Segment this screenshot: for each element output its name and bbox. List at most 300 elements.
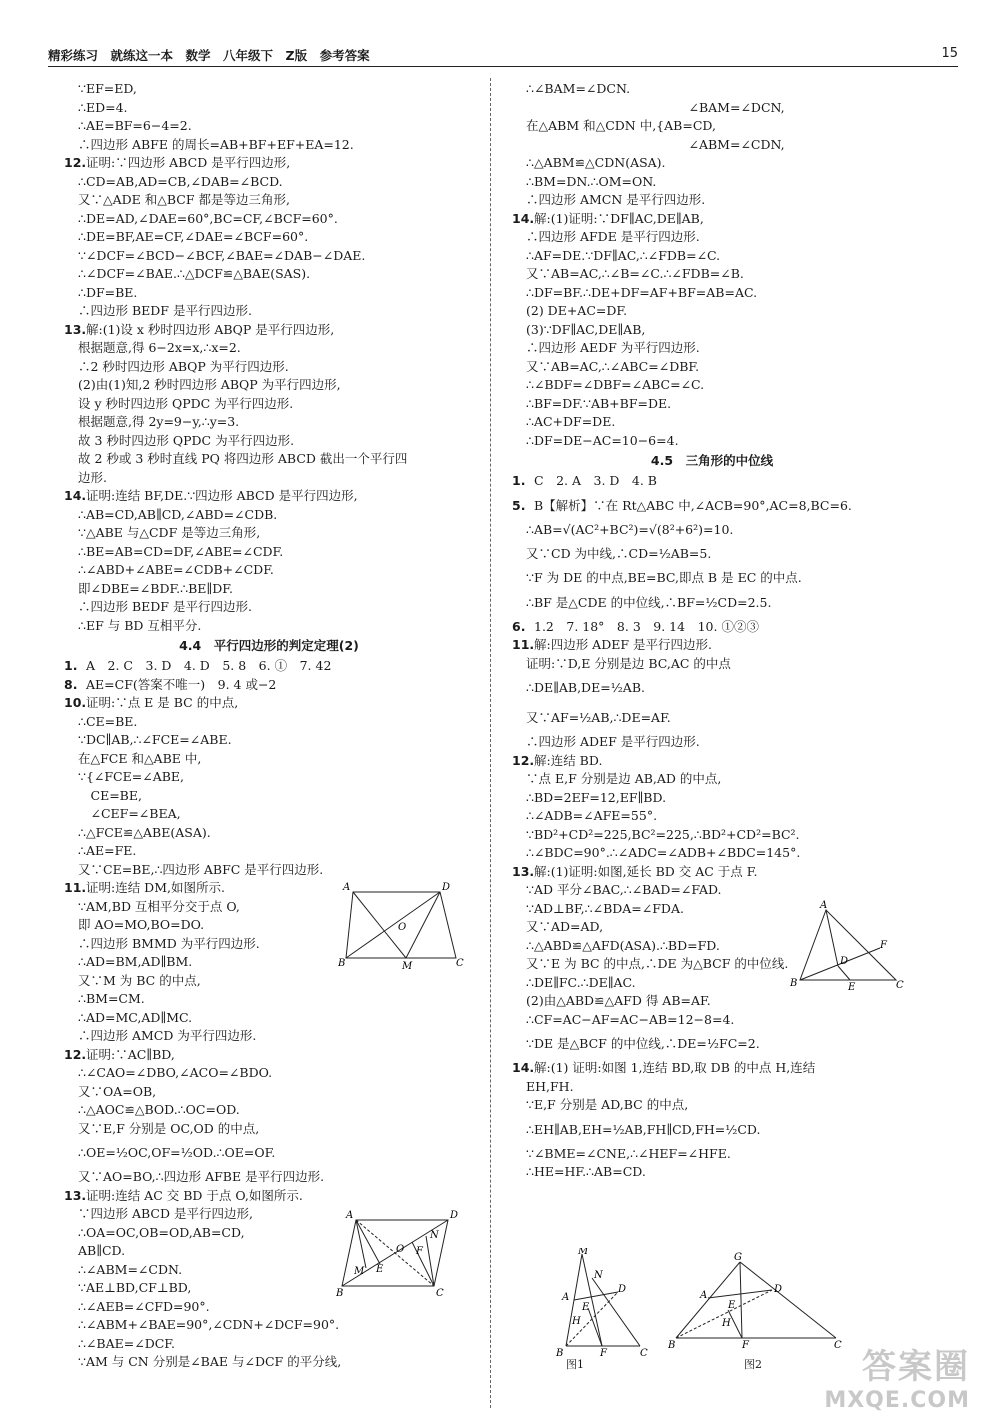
fig13-label: B bbox=[336, 1288, 344, 1298]
answer-text: B【解析】∵在 Rt△ABC 中,∠ACB=90°,AC=8,BC=6. bbox=[534, 497, 852, 513]
answer-text: ∴四边形 AFDE 是平行四边形. bbox=[526, 229, 700, 244]
answer-text: 又∵AO=BO,∴四边形 AFBE 是平行四边形. bbox=[78, 1169, 325, 1184]
answer-text: ∠BAM=∠DCN, bbox=[526, 99, 785, 115]
answer-text: ∴∠BDC=90°.∴∠ADC=∠ADB+∠BDC=145°. bbox=[526, 845, 801, 860]
fig2-label: C bbox=[834, 1340, 842, 1350]
answer-text: EH,FH. bbox=[526, 1078, 574, 1094]
answer-text: (2) DE+AC=DF. bbox=[526, 303, 628, 318]
answer-line bbox=[512, 210, 912, 229]
answer-line bbox=[512, 376, 912, 395]
header-title: 精彩练习 就练这一本 数学 八年级下 Z版 参考答案 bbox=[48, 48, 370, 63]
answer-line bbox=[64, 339, 474, 358]
fig-r13-label: C bbox=[896, 980, 904, 990]
answer-text: ∴2 秒时四边形 ABQP 为平行四边形. bbox=[78, 358, 289, 374]
answer-line bbox=[512, 321, 912, 340]
question-number: 10. bbox=[64, 695, 87, 710]
answer-text: ∴四边形 AMCN 是平行四边形. bbox=[526, 192, 706, 207]
answer-line bbox=[64, 617, 474, 636]
fig11-label: B bbox=[338, 958, 346, 969]
answer-text: ∵∠BME=∠CNE,∴∠HEF=∠HFE. bbox=[526, 1145, 731, 1161]
answer-line bbox=[64, 302, 474, 321]
question-number: 12. bbox=[64, 1046, 87, 1062]
answer-line bbox=[512, 117, 912, 136]
fig13-label: D bbox=[450, 1210, 459, 1221]
answer-text: 解:连结 BD. bbox=[534, 752, 603, 768]
page-header bbox=[48, 44, 958, 67]
answer-line bbox=[64, 713, 474, 732]
answer-text: 解:(1)设 x 秒时四边形 ABQP 是平行四边形, bbox=[86, 321, 335, 337]
answer-text: ∴∠AEB=∠CFD=90°. bbox=[78, 1298, 210, 1314]
answer-text: ∴四边形 BEDF 是平行四边形. bbox=[78, 599, 252, 614]
answer-text: 证明:连结 DM,如图所示. bbox=[86, 880, 225, 895]
answer-text: 在△ABM 和△CDN 中,{AB=CD, bbox=[526, 118, 716, 133]
answer-text: ∴△FCE≌△ABE(ASA). bbox=[78, 824, 211, 840]
question-number: 13. bbox=[512, 863, 535, 879]
answer-text: ∵点 E,F 分别是边 AB,AD 的中点, bbox=[526, 771, 722, 786]
answer-line bbox=[64, 487, 474, 506]
answer-text: ∴DF=DE−AC=10−6=4. bbox=[526, 432, 679, 448]
answer-text: ∵DC∥AB,∴∠FCE=∠ABE. bbox=[78, 732, 232, 747]
answer-line bbox=[64, 990, 474, 1009]
answer-line bbox=[64, 1168, 474, 1187]
answer-text: 证明:∵四边形 ABCD 是平行四边形, bbox=[86, 155, 291, 170]
fig2-label: A bbox=[700, 1290, 708, 1301]
answer-line bbox=[64, 247, 474, 266]
answer-text: 又∵M 为 BC 的中点, bbox=[78, 972, 201, 988]
fig11-label: O bbox=[398, 922, 407, 933]
column-divider bbox=[490, 78, 491, 1408]
answer-text: 又∵E 为 BC 的中点,∴DE 为△BCF 的中位线. bbox=[526, 956, 789, 971]
answer-line bbox=[512, 1011, 912, 1030]
question-number: 8. bbox=[64, 676, 78, 692]
answer-line bbox=[64, 154, 474, 173]
answer-text: ∴EF 与 BD 互相平分. bbox=[78, 617, 202, 633]
answer-text: ∴AE=BF=6−4=2. bbox=[78, 118, 192, 133]
fig1-label: D bbox=[618, 1284, 627, 1295]
answer-line bbox=[64, 450, 474, 469]
answer-text: 证明:∵D,E 分别是边 BC,AC 的中点 bbox=[526, 655, 731, 671]
answer-text: 根据题意,得 6−2x=x,∴x=2. bbox=[78, 340, 241, 355]
answer-line bbox=[64, 861, 474, 880]
answer-text: ∵F 为 DE 的中点,BE=BC,即点 B 是 EC 的中点. bbox=[526, 570, 802, 585]
answer-line bbox=[64, 1046, 474, 1065]
answer-line bbox=[64, 506, 474, 525]
answer-line bbox=[512, 154, 912, 173]
answer-line bbox=[64, 676, 474, 695]
answer-text: ∴四边形 AEDF 为平行四边形. bbox=[526, 340, 700, 355]
question-number: 12. bbox=[512, 752, 535, 768]
answer-line bbox=[512, 395, 912, 414]
answer-text: 1.2 7. 18° 8. 3 9. 14 10. ①②③ bbox=[534, 618, 759, 634]
answer-line bbox=[512, 432, 912, 451]
answer-text: ∵BD²+CD²=225,BC²=225,∴BD²+CD²=BC². bbox=[526, 826, 800, 842]
answer-text: 即 AO=MO,BO=DO. bbox=[78, 917, 205, 932]
answer-line bbox=[512, 703, 912, 733]
answer-line bbox=[512, 733, 912, 752]
question-number: 1. bbox=[512, 473, 526, 488]
fig13-label: M bbox=[354, 1266, 365, 1277]
answer-text: ∴AD=BM,AD∥BM. bbox=[78, 954, 193, 969]
fig1-label: A bbox=[562, 1292, 570, 1303]
answer-text: 又∵AB=AC,∴∠ABC=∠DBF. bbox=[526, 358, 700, 374]
answer-text: 边形. bbox=[78, 469, 107, 485]
answer-text: 又∵△ADE 和△BCF 都是等边三角形, bbox=[78, 192, 290, 207]
answer-line bbox=[64, 395, 474, 414]
answer-line bbox=[64, 731, 474, 750]
answer-line bbox=[64, 750, 474, 769]
answer-text: 证明:连结 BF,DE.∵四边形 ABCD 是平行四边形, bbox=[86, 488, 358, 503]
answer-line bbox=[512, 844, 912, 863]
answer-text: ∴∠DCF=∠BAE.∴△DCF≌△BAE(SAS). bbox=[78, 266, 311, 281]
left-column bbox=[64, 80, 474, 1372]
answer-line bbox=[512, 339, 912, 358]
answer-line bbox=[64, 358, 474, 377]
fig-r13-label: B bbox=[790, 978, 798, 989]
answer-line bbox=[64, 136, 474, 155]
answer-line bbox=[512, 1145, 912, 1164]
answer-line bbox=[512, 228, 912, 247]
answer-text: 证明:∵AC∥BD, bbox=[86, 1046, 175, 1062]
answer-line bbox=[512, 491, 912, 521]
figure-parallelogram-amcn bbox=[336, 1208, 466, 1298]
answer-line bbox=[64, 432, 474, 451]
fig-r13-label: A bbox=[820, 900, 828, 911]
fig2-label: F bbox=[742, 1340, 749, 1350]
answer-text: 又∵CD 为中线,∴CD=½AB=5. bbox=[526, 546, 712, 561]
answer-line bbox=[64, 524, 474, 543]
fig1-label: E bbox=[582, 1302, 590, 1313]
fig13-label: E bbox=[376, 1264, 384, 1275]
answer-text: 又∵CE=BE,∴四边形 ABFC 是平行四边形. bbox=[78, 861, 324, 877]
figure-parallelogram-amcd bbox=[338, 880, 468, 970]
fig1-label: H bbox=[572, 1316, 581, 1327]
answer-line bbox=[512, 1115, 912, 1145]
answer-text: ∴∠ADB=∠AFE=55°. bbox=[526, 808, 658, 823]
answer-text: ∴HE=HF.∴AB=CD. bbox=[526, 1164, 646, 1179]
answer-line bbox=[64, 1101, 474, 1120]
answer-line bbox=[64, 321, 474, 340]
answer-text: ∴DE=BF,AE=CF,∠DAE=∠BCF=60°. bbox=[78, 229, 309, 244]
answer-line bbox=[512, 247, 912, 266]
answer-text: 故 2 秒或 3 秒时直线 PQ 将四边形 ABCD 截出一个平行四 bbox=[78, 451, 408, 466]
fig1-label: C bbox=[640, 1348, 648, 1358]
answer-text: 根据题意,得 2y=9−y,∴y=3. bbox=[78, 414, 240, 429]
answer-line bbox=[64, 413, 474, 432]
answer-text: 解:四边形 ADEF 是平行四边形. bbox=[534, 637, 712, 652]
answer-text: C 2. A 3. D 4. B bbox=[534, 473, 657, 488]
answer-line bbox=[512, 1163, 912, 1182]
answer-text: ∴OA=OC,OB=OD,AB=CD, bbox=[78, 1224, 245, 1240]
question-number: 14. bbox=[512, 210, 535, 226]
answer-line bbox=[512, 636, 912, 655]
answer-line bbox=[512, 1078, 912, 1097]
answer-line bbox=[64, 1120, 474, 1139]
fig2-label: H bbox=[722, 1318, 731, 1329]
answer-text: ∴∠CAO=∠DBO,∠ACO=∠BDO. bbox=[78, 1065, 273, 1080]
answer-text: 解:(1)证明:∵DF∥AC,DE∥AB, bbox=[534, 210, 704, 226]
answer-line bbox=[64, 1353, 474, 1372]
answer-text: ∵E,F 分别是 AD,BC 的中点, bbox=[526, 1097, 689, 1112]
answer-line bbox=[64, 805, 474, 824]
answer-text: ∴四边形 AMCD 为平行四边形. bbox=[78, 1028, 257, 1043]
answer-text: ∴AB=√(AC²+BC²)=√(8²+6²)=10. bbox=[526, 521, 734, 537]
answer-line bbox=[512, 992, 912, 1011]
fig1-label: F bbox=[600, 1348, 607, 1358]
answer-line bbox=[64, 768, 474, 787]
answer-line bbox=[512, 265, 912, 284]
answer-text: ∵{∠FCE=∠ABE, bbox=[78, 769, 184, 784]
fig13-label: N bbox=[430, 1230, 439, 1241]
answer-line bbox=[64, 80, 474, 99]
answer-line bbox=[512, 99, 912, 118]
answer-line bbox=[512, 302, 912, 321]
answer-line bbox=[64, 210, 474, 229]
answer-text: ∴DE∥AB,DE=½AB. bbox=[526, 680, 645, 695]
answer-text: ∠CEF=∠BEA, bbox=[78, 806, 181, 821]
answer-text: 又∵E,F 分别是 OC,OD 的中点, bbox=[78, 1120, 260, 1136]
fig2-label: G bbox=[734, 1252, 742, 1263]
answer-line bbox=[64, 694, 474, 713]
answer-text: ∴DF=BF.∴DE+DF=AF+BF=AB=AC. bbox=[526, 284, 758, 300]
answer-line bbox=[64, 657, 474, 676]
fig2-caption: 图2 bbox=[744, 1358, 762, 1371]
answer-line bbox=[64, 1298, 474, 1317]
answer-text: ∴AC+DF=DE. bbox=[526, 414, 616, 429]
answer-line bbox=[64, 824, 474, 843]
answer-line bbox=[64, 1027, 474, 1046]
answer-text: ∴BD=2EF=12,EF∥BD. bbox=[526, 789, 667, 805]
answer-text: ∴AF=DE.∵DF∥AC,∴∠FDB=∠C. bbox=[526, 247, 721, 263]
answer-text: 又∵AD=AD, bbox=[526, 919, 604, 934]
answer-line bbox=[64, 469, 474, 488]
answer-line bbox=[512, 673, 912, 703]
right-column bbox=[512, 80, 912, 1182]
fig2-label: B bbox=[668, 1340, 676, 1350]
answer-text: ∴四边形 BEDF 是平行四边形. bbox=[78, 303, 252, 318]
answer-text: ∴∠BAE=∠DCF. bbox=[78, 1335, 175, 1351]
fig11-label: D bbox=[442, 882, 451, 893]
fig11-label: A bbox=[343, 882, 351, 893]
answer-line bbox=[512, 770, 912, 789]
fig2-label: D bbox=[774, 1284, 783, 1295]
answer-text: ∴BE=AB=CD=DF,∠ABE=∠CDF. bbox=[78, 543, 284, 559]
answer-text: ∴EH∥AB,EH=½AB,FH∥CD,FH=½CD. bbox=[526, 1121, 761, 1137]
answer-line bbox=[64, 543, 474, 562]
answer-text: ∴△ABM≌△CDN(ASA). bbox=[526, 155, 666, 170]
answer-text: 故 3 秒时四边形 QPDC 为平行四边形. bbox=[78, 432, 295, 448]
answer-text: ∴AB=CD,AB∥CD,∠ABD=∠CDB. bbox=[78, 506, 278, 522]
page-number: 15 bbox=[941, 46, 958, 61]
figure-triangle-abc-median bbox=[788, 898, 908, 990]
answer-text: A 2. C 3. D 4. D 5. 8 6. ① 7. 42 bbox=[86, 658, 332, 673]
answer-line bbox=[64, 228, 474, 247]
answer-line bbox=[512, 191, 912, 210]
fig1-label: B bbox=[556, 1348, 564, 1358]
answer-text: AE=CF(答案不唯一) 9. 4 或−2 bbox=[86, 676, 277, 692]
answer-text: ∴∠ABM=∠CDN. bbox=[78, 1261, 183, 1277]
answer-text: ∴BF=DF.∵AB+BF=DE. bbox=[526, 395, 672, 411]
answer-line bbox=[64, 265, 474, 284]
answer-text: ∴AE=FE. bbox=[78, 843, 137, 858]
answer-line bbox=[64, 99, 474, 118]
answer-line bbox=[64, 787, 474, 806]
answer-line bbox=[512, 472, 912, 491]
answer-text: ∴CD=AB,AD=CB,∠DAB=∠BCD. bbox=[78, 173, 283, 189]
answer-text: ∵EF=ED, bbox=[78, 81, 137, 96]
answer-text: ∴四边形 ADEF 是平行四边形. bbox=[526, 734, 700, 749]
figure-2-quadrilateral bbox=[668, 1250, 848, 1350]
figure-1-quadrilateral bbox=[552, 1248, 652, 1358]
answer-text: ∴BM=CM. bbox=[78, 991, 145, 1006]
fig11-label: M bbox=[402, 961, 413, 970]
answer-line bbox=[64, 376, 474, 395]
answer-text: ∵AD 平分∠BAC,∴∠BAD=∠FAD. bbox=[526, 882, 722, 897]
answer-text: ∴OE=½OC,OF=½OD.∴OE=OF. bbox=[78, 1145, 276, 1160]
answer-line bbox=[512, 413, 912, 432]
answer-text: ∴∠ABM+∠BAE=90°,∠CDN+∠DCF=90°. bbox=[78, 1317, 340, 1332]
answer-line bbox=[64, 1316, 474, 1335]
fig-r13-label: D bbox=[840, 956, 849, 967]
answer-text: 即∠DBE=∠BDF.∴BE∥DF. bbox=[78, 580, 233, 596]
answer-text: ∵AD⊥BF,∴∠BDA=∠FDA. bbox=[526, 900, 684, 916]
answer-text: 证明:∵点 E 是 BC 的中点, bbox=[86, 695, 239, 710]
fig13-label: C bbox=[436, 1288, 444, 1298]
answer-text: ∴DF=BE. bbox=[78, 284, 138, 300]
answer-text: ∴DE=AD,∠DAE=60°,BC=CF,∠BCF=60°. bbox=[78, 210, 338, 226]
answer-line bbox=[64, 842, 474, 861]
answer-text: CE=BE, bbox=[78, 787, 142, 803]
answer-line bbox=[512, 284, 912, 303]
answer-line bbox=[64, 561, 474, 580]
answer-text: (2)由(1)知,2 秒时四边形 ABQP 为平行四边形, bbox=[78, 377, 341, 392]
question-number: 12. bbox=[64, 155, 87, 170]
answer-text: ∵∠DCF=∠BCD−∠BCF,∠BAE=∠DAB−∠DAE. bbox=[78, 247, 366, 263]
answer-line bbox=[64, 191, 474, 210]
answer-text: ∴∠BAM=∠DCN. bbox=[526, 81, 631, 96]
answer-line bbox=[512, 539, 912, 569]
answer-text: 又∵AF=½AB,∴DE=AF. bbox=[526, 710, 671, 725]
watermark-line2: MXQE.COM bbox=[824, 1388, 970, 1413]
answer-line bbox=[512, 80, 912, 99]
answer-text: ∵△ABE 与△CDF 是等边三角形, bbox=[78, 525, 261, 540]
watermark bbox=[824, 1339, 970, 1413]
answer-text: (2)由△ABD≌△AFD 得 AB=AF. bbox=[526, 993, 711, 1008]
answer-text: ∵AM,BD 互相平分交于点 O, bbox=[78, 898, 240, 914]
answer-line bbox=[512, 136, 912, 155]
fig2-label: E bbox=[728, 1300, 736, 1311]
question-number: 13. bbox=[64, 1187, 87, 1203]
answer-text: 设 y 秒时四边形 QPDC 为平行四边形. bbox=[78, 395, 294, 411]
answer-text: ∴ED=4. bbox=[78, 99, 128, 115]
answer-line bbox=[512, 881, 912, 900]
answer-line bbox=[64, 173, 474, 192]
answer-text: (3)∵DF∥AC,DE∥AB, bbox=[526, 321, 646, 337]
answer-text: ∴∠ABD+∠ABE=∠CDB+∠CDF. bbox=[78, 562, 274, 577]
answer-line bbox=[64, 1335, 474, 1354]
answer-line bbox=[64, 1187, 474, 1206]
fig1-label: M bbox=[578, 1248, 589, 1257]
question-number: 1. bbox=[64, 658, 78, 673]
answer-line bbox=[64, 972, 474, 991]
section-heading: 4.4 平行四边形的判定定理(2) bbox=[179, 638, 359, 653]
answer-line bbox=[64, 117, 474, 136]
answer-line bbox=[512, 521, 912, 540]
answer-text: ∵DE 是△BCF 的中位线,∴DE=½FC=2. bbox=[526, 1036, 760, 1051]
answer-line bbox=[64, 1064, 474, 1083]
question-number: 14. bbox=[64, 488, 87, 503]
fig11-label: C bbox=[456, 958, 464, 969]
answer-text: 在△FCE 和△ABE 中, bbox=[78, 750, 202, 766]
answer-line bbox=[512, 655, 912, 674]
answer-text: ∠ABM=∠CDN, bbox=[526, 136, 785, 152]
answer-text: ∴CE=BE. bbox=[78, 713, 138, 729]
section-heading: 4.5 三角形的中位线 bbox=[650, 453, 774, 468]
answer-text: 又∵OA=OB, bbox=[78, 1083, 157, 1099]
answer-line bbox=[64, 580, 474, 599]
fig-r13-label: F bbox=[880, 940, 887, 951]
answer-text: ∵AM 与 CN 分别是∠BAE 与∠DCF 的平分线, bbox=[78, 1354, 342, 1369]
answer-line bbox=[64, 1009, 474, 1028]
answer-text: ∴BF 是△CDE 的中位线,∴BF=½CD=2.5. bbox=[526, 594, 772, 610]
answer-line bbox=[512, 569, 912, 588]
question-number: 5. bbox=[512, 497, 526, 513]
question-number: 6. bbox=[512, 618, 526, 634]
watermark-line1: 答案圈 bbox=[862, 1347, 970, 1387]
answer-line bbox=[64, 598, 474, 617]
fig13-label: O bbox=[396, 1244, 405, 1255]
question-number: 11. bbox=[512, 637, 535, 652]
answer-line bbox=[512, 863, 912, 882]
answer-text: 解:(1) 证明:如图 1,连结 BD,取 DB 的中点 H,连结 bbox=[534, 1060, 816, 1075]
question-number: 13. bbox=[64, 321, 87, 337]
answer-line bbox=[512, 826, 912, 845]
fig13-label: F bbox=[416, 1246, 423, 1257]
fig1-label: N bbox=[594, 1270, 603, 1281]
answer-line bbox=[64, 1138, 474, 1168]
answer-line bbox=[512, 789, 912, 808]
answer-line bbox=[512, 1096, 912, 1115]
answer-line bbox=[512, 807, 912, 826]
answer-text: ∵四边形 ABCD 是平行四边形, bbox=[78, 1206, 253, 1221]
answer-text: ∴四边形 BMMD 为平行四边形. bbox=[78, 935, 260, 951]
answer-text: 证明:连结 AC 交 BD 于点 O,如图所示. bbox=[86, 1187, 303, 1203]
answer-line bbox=[64, 284, 474, 303]
fig1-caption: 图1 bbox=[566, 1358, 584, 1371]
answer-line bbox=[512, 752, 912, 771]
answer-line bbox=[512, 1029, 912, 1059]
answer-text: ∴BM=DN.∴OM=ON. bbox=[526, 173, 657, 189]
question-number: 11. bbox=[64, 880, 87, 895]
answer-line bbox=[512, 358, 912, 377]
answer-text: ∴△ABD≌△AFD(ASA).∴BD=FD. bbox=[526, 937, 720, 953]
answer-text: ∴∠BDF=∠DBF=∠ABC=∠C. bbox=[526, 377, 705, 392]
answer-line bbox=[64, 1083, 474, 1102]
answer-text: ∵AE⊥BD,CF⊥BD, bbox=[78, 1280, 192, 1295]
question-number: 14. bbox=[512, 1060, 535, 1075]
answer-line bbox=[512, 1059, 912, 1078]
fig13-label: A bbox=[346, 1210, 354, 1221]
answer-line bbox=[512, 173, 912, 192]
fig-r13-label: E bbox=[848, 982, 856, 990]
answer-text: 解:(1)证明:如图,延长 BD 交 AC 于点 F. bbox=[534, 863, 758, 879]
answer-line bbox=[512, 588, 912, 618]
answer-line bbox=[512, 618, 912, 637]
answer-text: AB∥CD. bbox=[78, 1243, 126, 1258]
answer-text: ∴四边形 ABFE 的周长=AB+BF+EF+EA=12. bbox=[78, 136, 354, 152]
answer-text: ∴DE∥FC.∴DE∥AC. bbox=[526, 974, 636, 990]
answer-text: ∴CF=AC−AF=AC−AB=12−8=4. bbox=[526, 1011, 735, 1027]
answer-text: ∴AD=MC,AD∥MC. bbox=[78, 1009, 193, 1025]
